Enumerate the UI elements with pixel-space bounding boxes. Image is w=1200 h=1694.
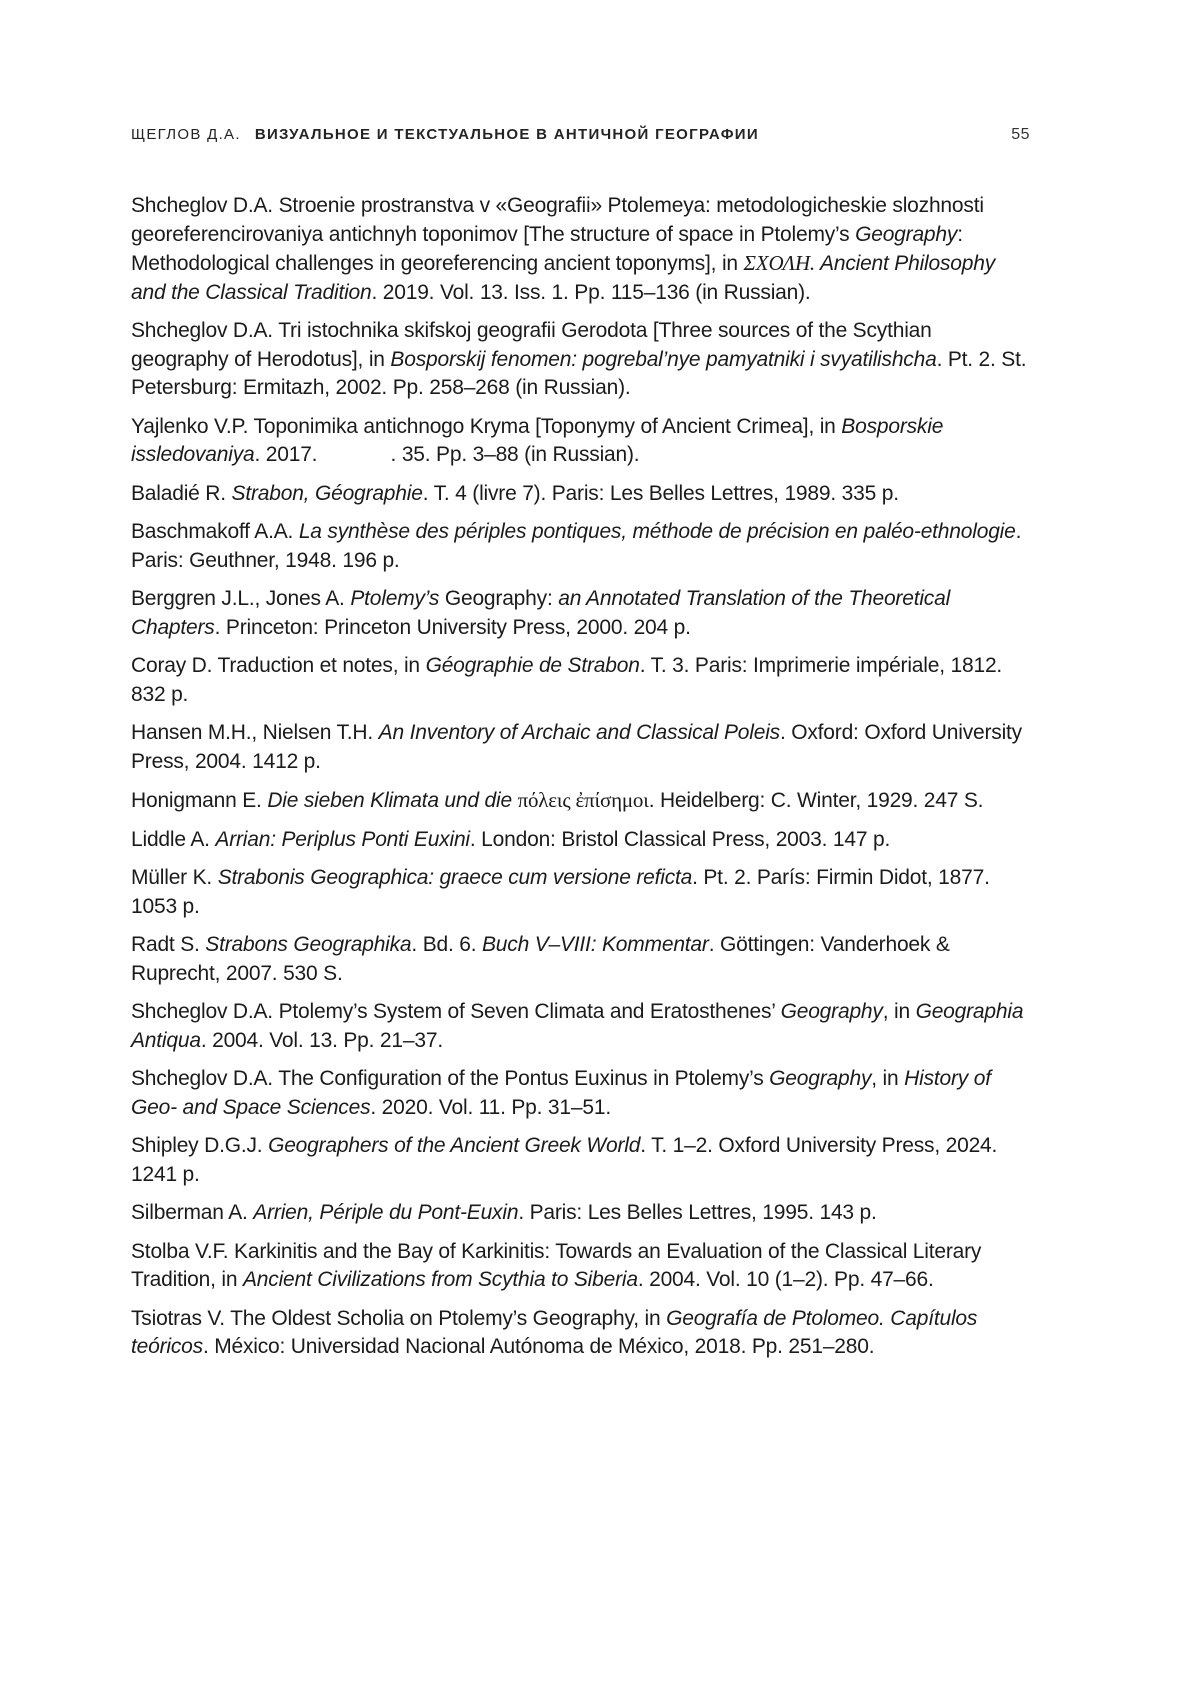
reference-entry [131, 719, 1032, 776]
reference-text-segment: History of Geo- and Space Sciences [131, 1067, 991, 1119]
page-number: 55 [1011, 126, 1030, 143]
reference-entry [131, 998, 1032, 1055]
reference-text-segment: An Inventory of Archaic and Classical Poleis [378, 721, 780, 744]
reference-text-segment: La synthèse des périples pontiques, méthode de précision en paléo-ethnologie [298, 520, 1016, 543]
reference-text-segment: Ancient Philosophy and the Classical Tradition [131, 252, 996, 304]
reference-text-segment: ΣΧΟΛΗ. [743, 251, 821, 275]
reference-text-segment: Berggren J.L., Jones A. [131, 587, 351, 610]
reference-text-segment: Arrian: Periplus Ponti Euxini [215, 827, 470, 851]
reference-text-segment: Liddle A. [131, 827, 216, 851]
reference-text-segment: Strabons Geographika [205, 933, 412, 956]
reference-text-segment: Strabon, Géographie [231, 481, 423, 505]
reference-text-segment: Geografía de Ptolomeo. Capítulos teóricos [131, 1306, 978, 1358]
reference-text-segment: Shcheglov D.A. The Configuration of the Pontus Euxinus in Ptolemy’s [131, 1067, 770, 1090]
reference-text-segment: . Göttingen: Vanderhoek & Ruprecht, 2007. 530 S. [131, 933, 950, 985]
reference-text-segment: Baladié R. [131, 481, 232, 505]
reference-text-segment: Coray D. Traduction et notes, in [131, 654, 426, 677]
reference-entry [131, 786, 1032, 816]
reference-entry [131, 652, 1032, 709]
reference-text-segment: Die sieben Klimata und die [267, 789, 518, 812]
reference-text-segment: , in [882, 1000, 916, 1023]
reference-entry [131, 413, 1032, 470]
reference-text-segment: an Annotated Translation of the Theoretical Chapters [131, 587, 951, 639]
reference-text-segment: . 2019. Vol. 13. Iss. 1. Pp. 115–136 (in Russian). [371, 280, 811, 304]
reference-text-segment: Shipley D.G.J. [131, 1134, 269, 1157]
reference-entry [131, 192, 1032, 307]
reference-text-segment: , in [871, 1067, 905, 1090]
reference-text-segment: Tsiotras V. The Oldest Scholia on Ptolemy’s Geography, in [131, 1306, 667, 1330]
reference-text-segment: Strabonis Geographica: graece cum versione reficta [217, 866, 693, 889]
reference-entry [131, 1238, 1032, 1295]
reference-entry [131, 585, 1032, 642]
reference-text-segment: Geography [780, 1000, 883, 1023]
reference-entry [131, 1065, 1032, 1122]
reference-text-segment: Ptolemy’s [350, 587, 440, 610]
reference-text-segment: . Heidelberg: C. Winter, 1929. 247 S. [648, 789, 984, 812]
running-header [131, 126, 1030, 144]
reference-text-segment: . Pt. 2. St. Petersburg: Ermitazh, 2002. Pp. 258–268 (in Russian). [131, 347, 1027, 399]
reference-text-segment: Buch V–VIII: Kommentar [482, 933, 709, 956]
reference-text-segment: . Pt. 2. París: Firmin Didot, 1877. 1053 p. [131, 866, 990, 918]
reference-text-segment: Shcheglov D.A. Ptolemy’s System of Seven Climata and Eratosthenes’ [131, 1000, 781, 1023]
reference-text-segment: : Methodological challenges in georeferencing ancient toponyms], in [131, 222, 963, 275]
reference-entry [131, 518, 1032, 575]
reference-text-segment: Baschmakoff A.A. [131, 520, 299, 543]
reference-text-segment: . T. 1–2. Oxford University Press, 2024. 1241 p. [131, 1134, 998, 1186]
reference-text-segment: . London: Bristol Classical Press, 2003. 147 p. [469, 827, 891, 851]
reference-text-segment: Geography: [439, 587, 559, 610]
reference-text-segment: . T. 3. Paris: Imprimerie impériale, 1812. 832 p. [131, 654, 1003, 706]
reference-entry [131, 1132, 1032, 1189]
running-header-author: ЩЕГЛОВ Д.А. [131, 126, 241, 143]
reference-entry [131, 1305, 1032, 1362]
reference-entry [131, 480, 1032, 509]
reference-text-segment: . T. 4 (livre 7). Paris: Les Belles Lettres, 1989. 335 p. [422, 481, 899, 505]
reference-text-segment: Geography [769, 1067, 872, 1090]
reference-text-segment: Shcheglov D.A. Stroenie prostranstva v «Geografii» Ptolemeya: metodologicheskie slozhnosti georeferencirovaniya antichnyh toponimov [The structure of space in Ptolemy’s [131, 194, 984, 246]
reference-text-segment: Yajlenko V.P. Toponimika antichnogo Kryma [Toponymy of Ancient Crimea], in [131, 414, 842, 438]
reference-text-segment: Radt S. [131, 933, 206, 956]
reference-text-segment: Hansen M.H., Nielsen T.H. [131, 721, 379, 744]
reference-entry [131, 864, 1032, 921]
reference-text-segment: . 2020. Vol. 11. Pp. 31–51. [370, 1095, 611, 1119]
reference-text-segment: Geographers of the Ancient Greek World [268, 1134, 641, 1157]
references-list [131, 192, 1032, 1372]
reference-entry [131, 1199, 1032, 1228]
reference-text-segment: Honigmann E. [131, 789, 268, 812]
reference-text-segment: . Bd. 6. [411, 933, 482, 956]
reference-text-segment: Silberman A. [131, 1201, 254, 1224]
reference-entry [131, 931, 1032, 988]
reference-text-segment: Shcheglov D.A. Tri istochnika skifskoj geografii Gerodota [Three sources of the Scythian geography of Herodotus], in [131, 319, 932, 371]
reference-text-segment: Bosporskie issledovaniya [131, 414, 944, 466]
reference-text-segment: Geography [855, 222, 958, 246]
reference-text-segment: Bosporskij fenomen: pogrebal’nye pamyatniki i svyatilishcha [390, 347, 937, 371]
reference-text-segment: . Oxford: Oxford University Press, 2004. 1412 p. [131, 721, 1022, 773]
reference-text-segment: . Paris: Geuthner, 1948. 196 p. [131, 520, 1022, 572]
reference-text-segment: Müller K. [131, 866, 218, 889]
reference-text-segment: Géographie de Strabon [425, 654, 640, 677]
running-header-title: ВИЗУАЛЬНОЕ И ТЕКСТУАЛЬНОЕ В АНТИЧНОЙ ГЕОГРАФИИ [254, 126, 759, 143]
reference-text-segment: . Paris: Les Belles Lettres, 1995. 143 p. [518, 1201, 877, 1224]
reference-text-segment: . 2004. Vol. 10 (1–2). Pp. 47–66. [637, 1268, 934, 1291]
reference-entry [131, 317, 1032, 403]
reference-text-segment: πόλεις ἐπίσημοι [517, 788, 649, 812]
reference-text-segment: . 2017. . 35. Pp. 3–88 (in Russian). [254, 443, 640, 466]
reference-text-segment: . Princeton: Princeton University Press, 2000. 204 p. [214, 615, 691, 639]
reference-text-segment: . 2004. Vol. 13. Pp. 21–37. [200, 1028, 443, 1052]
reference-text-segment: Arrien, Périple du Pont-Euxin [253, 1201, 519, 1224]
reference-text-segment: . México: Universidad Nacional Autónoma de México, 2018. Pp. 251–280. [202, 1335, 875, 1358]
reference-entry [131, 826, 1032, 855]
reference-text-segment: Stolba V.F. Karkinitis and the Bay of Karkinitis: Towards an Evaluation of the Classical Literary Tradition, in [131, 1239, 982, 1291]
reference-text-segment: Geographia Antiqua [131, 1000, 1024, 1052]
reference-text-segment: Ancient Civilizations from Scythia to Siberia [242, 1268, 638, 1291]
